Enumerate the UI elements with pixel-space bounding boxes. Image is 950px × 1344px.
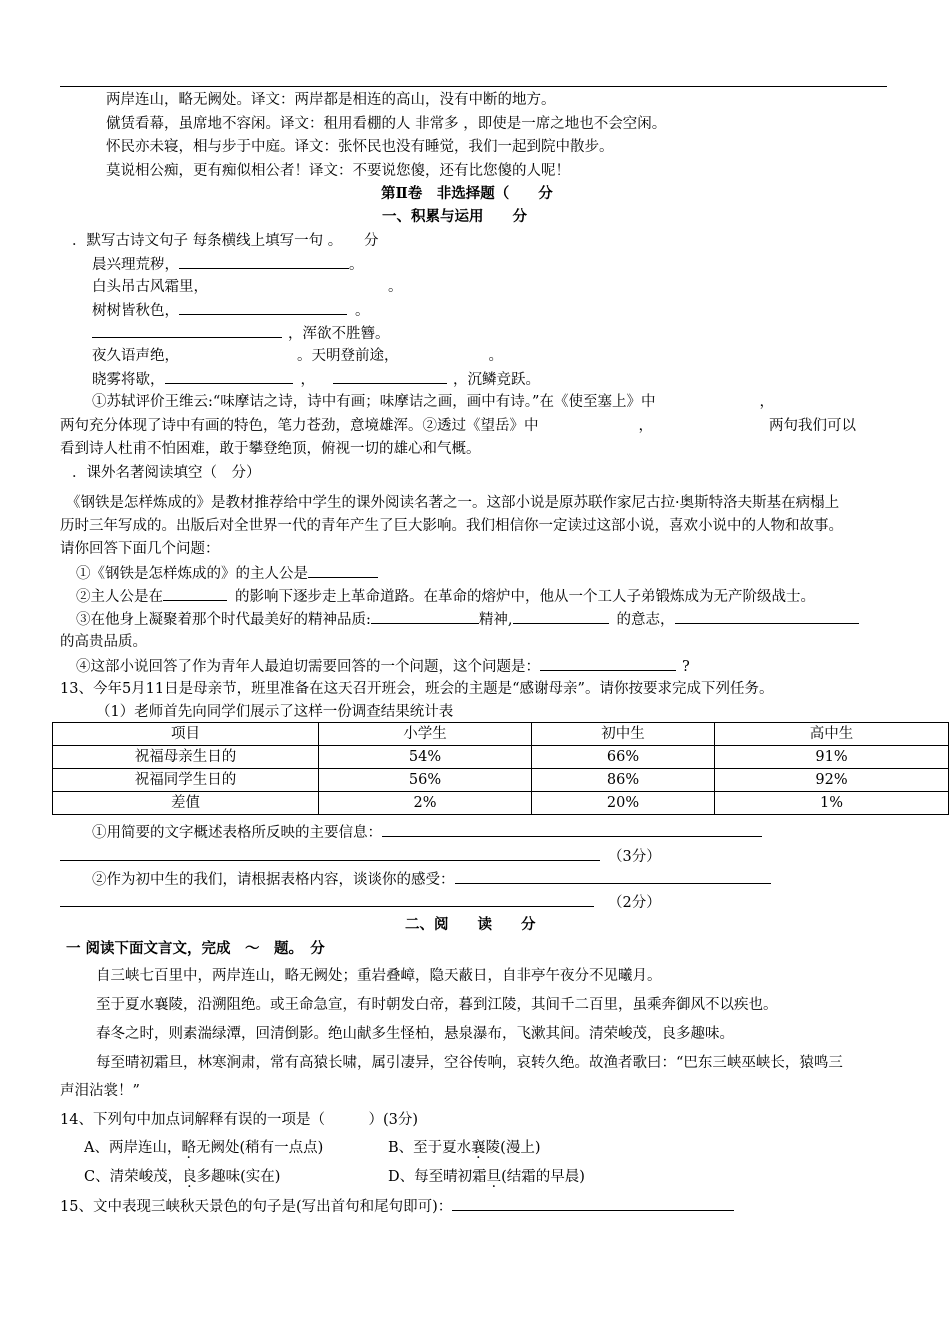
answer-line: 的高贵品质。	[60, 634, 147, 650]
paragraph: 历时三年写成的。出版后对全世界一代的青年产生了巨大影响。我们相信你一定读过这部小说，喜欢小说中的人物和故事。	[60, 518, 843, 534]
text: ①苏轼评价王维云:“味摩诘之诗，诗中有画；味摩诘之画，画中有诗。”在《使至塞上》中	[92, 394, 656, 410]
passage-paragraph: 声泪沾裳！”	[60, 1083, 140, 1099]
text: ③在他身上凝聚着那个时代最美好的精神品质:	[76, 612, 371, 628]
answer-line	[76, 586, 815, 607]
text: 。	[488, 348, 503, 364]
text: D、每至晴初霜	[388, 1169, 487, 1185]
text: 。	[355, 303, 370, 319]
paragraph: 请你回答下面几个问题：	[60, 541, 220, 557]
text: ①用简要的文字概述表格所反映的主要信息：	[92, 825, 382, 841]
table-header: 高中生	[715, 723, 949, 746]
answer-blank[interactable]	[382, 822, 762, 837]
text: 。	[349, 257, 364, 273]
text: 的影响下逐步走上革命道路。在革命的熔炉中，他从一个工人子弟锻炼成为无产阶级战士。	[235, 589, 815, 605]
dotted-word: 良	[182, 1169, 197, 1185]
task-line	[60, 892, 661, 913]
section-title: 第Ⅱ卷 非选择题（ 分	[381, 185, 553, 202]
reading-title: 一 阅读下面文言文，完成 ～ 题。 分	[66, 940, 325, 957]
text: 陵(漫上)	[485, 1140, 541, 1156]
paragraph: 《钢铁是怎样炼成的》是教材推荐给中学生的课外阅读名著之一。这部小说是原苏联作家尼古拉·奥斯特洛夫斯基在病榻上	[66, 495, 840, 511]
table-cell: 91%	[715, 746, 949, 769]
score: （2分）	[608, 895, 661, 911]
text: C、清荣峻茂，	[84, 1169, 183, 1185]
poem-line	[92, 277, 403, 297]
header-rule	[60, 86, 887, 87]
text: ，	[638, 418, 653, 434]
table-header-row	[53, 723, 949, 746]
text: 晓雾将歇，	[92, 372, 165, 388]
text: ①《钢铁是怎样炼成的》的主人公是	[76, 566, 308, 582]
table-cell: 54%	[319, 746, 532, 769]
option-c[interactable]	[84, 1167, 280, 1187]
answer-blank[interactable]	[540, 656, 676, 671]
poem-line	[92, 323, 390, 344]
text: ④这部小说回答了作为青年人最迫切需要回答的一个问题，这个问题是：	[76, 659, 540, 675]
answer-line	[76, 609, 859, 630]
poem-line	[60, 416, 856, 436]
text: 两句充分体现了诗中有画的特色，笔力苍劲，意境雄浑。②透过《望岳》中	[60, 418, 539, 434]
answer-blank[interactable]	[92, 323, 282, 338]
passage-paragraph: 至于夏水襄陵，沿溯阻绝。或王命急宣，有时朝发白帝，暮到江陵，其间千二百里，虽乘奔御风不以疾也。	[96, 997, 778, 1013]
text: B、至于夏水	[388, 1140, 472, 1156]
table-cell: 2%	[319, 792, 532, 815]
text: ，浑欲不胜簪。	[288, 326, 390, 342]
passage-paragraph: 自三峡七百里中，两岸连山，略无阙处；重岩叠嶂，隐天蔽日，自非亭午夜分不见曦月。	[96, 968, 662, 984]
translation-line: 莫说相公痴，更有痴似相公者！译文：不要说您傻，还有比您傻的人呢！	[106, 163, 570, 179]
dotted-word: 旦	[486, 1169, 502, 1185]
poem-line: 看到诗人杜甫不怕困难，敢于攀登绝顶，俯视一切的雄心和气概。	[60, 441, 481, 457]
text: 树树皆秋色，	[92, 303, 179, 319]
passage-paragraph: 每至晴初霜旦，林寒涧肃，常有高猿长啸，属引凄异，空谷传响，哀转久绝。故渔者歌曰：“巴东三峡巫峡长，猿鸣三	[96, 1055, 843, 1071]
text: 两句我们可以	[769, 418, 856, 434]
question-line	[60, 1196, 734, 1217]
table-cell: 差值	[53, 792, 319, 815]
poem-line	[92, 300, 370, 321]
table-cell: 86%	[532, 769, 715, 792]
poem-line	[92, 346, 503, 366]
table-cell: 66%	[532, 746, 715, 769]
text: 。	[388, 279, 403, 295]
answer-blank[interactable]	[513, 609, 609, 624]
text: ②主人公是在	[76, 589, 163, 605]
task-line	[92, 869, 771, 890]
task-line	[60, 846, 661, 867]
answer-blank[interactable]	[60, 846, 600, 861]
translation-line: 两岸连山，略无阙处。译文：两岸都是相连的高山，没有中断的地方。	[106, 92, 556, 108]
text: 白头吊古风霜里，	[92, 279, 208, 295]
text: A、两岸连山，	[84, 1140, 182, 1156]
survey-table	[52, 722, 949, 815]
task-line	[92, 822, 762, 843]
text: ?	[682, 659, 690, 675]
table-header: 初中生	[532, 723, 715, 746]
text: 无阙处(稍有一点点)	[195, 1140, 324, 1156]
answer-blank[interactable]	[179, 254, 349, 269]
answer-blank[interactable]	[333, 369, 447, 384]
table-row	[53, 769, 949, 792]
subquestion: （1）老师首先向同学们展示了这样一份调查结果统计表	[96, 704, 454, 720]
text: 的意志，	[616, 612, 675, 628]
table-cell: 20%	[532, 792, 715, 815]
table-header: 项目	[53, 723, 319, 746]
question-title: ．课外名著阅读填空（ 分）	[72, 465, 261, 481]
poem-line	[92, 254, 364, 275]
table-cell: 祝福母亲生日的	[53, 746, 319, 769]
question-title: 13、今年5月11日是母亲节，班里准备在这天召开班会，班会的主题是“感谢母亲”。请你按要求完成下列任务。	[60, 681, 774, 697]
answer-blank[interactable]	[60, 892, 594, 907]
answer-blank[interactable]	[675, 609, 859, 624]
text: ，沉鳞竞跃。	[453, 372, 540, 388]
table-row	[53, 792, 949, 815]
answer-line	[76, 656, 690, 677]
text: 晨兴理荒秽，	[92, 257, 179, 273]
table-header: 小学生	[319, 723, 532, 746]
passage-paragraph: 春冬之时，则素湍绿潭，回清倒影。绝山献多生怪柏，悬泉瀑布，飞漱其间。清荣峻茂，良多趣味。	[96, 1026, 734, 1042]
text: ，	[300, 372, 315, 388]
part-title: 一、积累与运用 分	[382, 208, 527, 225]
translation-line: 僦赁看幕，虽席地不容闲。译文：租用看棚的人 非常多 ，即使是一席之地也不会空闲。	[106, 116, 667, 132]
answer-blank[interactable]	[455, 869, 771, 884]
part-title: 二、阅 读 分	[405, 916, 536, 933]
answer-blank[interactable]	[165, 369, 293, 384]
text: 。天明登前途，	[297, 348, 399, 364]
text: 精神,	[478, 612, 513, 628]
answer-blank[interactable]	[308, 563, 378, 578]
text: 多趣味(实在)	[196, 1169, 281, 1185]
table-cell: 1%	[715, 792, 949, 815]
table-cell: 92%	[715, 769, 949, 792]
text: ，	[759, 394, 774, 410]
answer-blank[interactable]	[163, 586, 227, 601]
option-a[interactable]	[84, 1138, 323, 1158]
table-cell: 祝福同学生日的	[53, 769, 319, 792]
answer-line	[76, 563, 378, 584]
table-row	[53, 746, 949, 769]
question-title: 14、下列句中加点词解释有误的一项是（ ）(3分)	[60, 1112, 418, 1128]
question-title: ．默写古诗文句子 每条横线上填写一句 。 分	[72, 233, 379, 249]
dotted-word: 襄	[471, 1140, 486, 1156]
table-cell: 56%	[319, 769, 532, 792]
answer-blank[interactable]	[371, 609, 479, 624]
score: （3分）	[608, 849, 661, 865]
answer-blank[interactable]	[452, 1196, 734, 1211]
translation-line: 怀民亦未寝，相与步于中庭。译文：张怀民也没有睡觉，我们一起到院中散步。	[106, 139, 614, 155]
text: ②作为初中生的我们，请根据表格内容，谈谈你的感受：	[92, 872, 455, 888]
poem-line	[92, 392, 774, 412]
answer-blank[interactable]	[179, 300, 347, 315]
option-b[interactable]	[388, 1138, 540, 1158]
dotted-word: 略	[181, 1140, 196, 1156]
option-d[interactable]	[388, 1167, 585, 1187]
text: 15、文中表现三峡秋天景色的句子是(写出首句和尾句即可)：	[60, 1199, 453, 1215]
text: (结霜的早晨)	[501, 1169, 585, 1185]
text: 夜久语声绝，	[92, 348, 179, 364]
poem-line	[92, 369, 540, 390]
